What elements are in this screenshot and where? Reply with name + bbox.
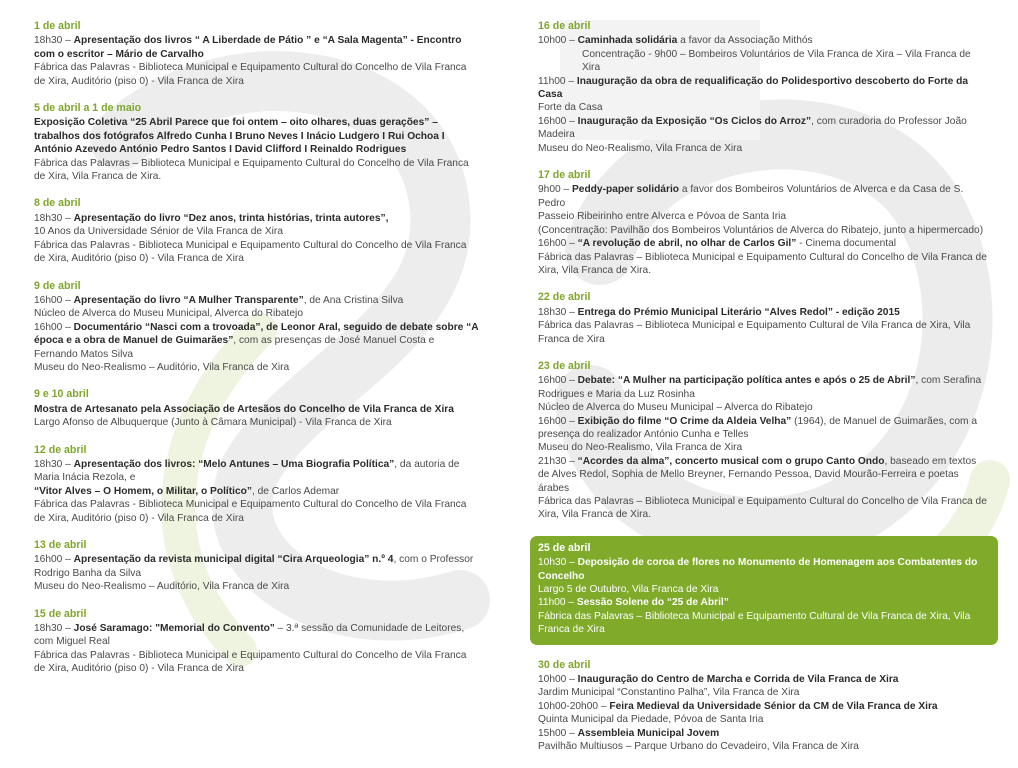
event-detail: , baseado em textos de Alves Redol, Sophia de Mello Breyner, Fernando Pessoa, David Mourão-Ferreira e poetas árabes	[538, 455, 977, 494]
event-line	[538, 251, 990, 278]
left-column	[34, 20, 480, 690]
event-time: 21h30 –	[538, 455, 578, 467]
event-block	[538, 659, 990, 754]
event-line	[34, 321, 480, 361]
event-detail: Fábrica das Palavras – Biblioteca Municipal e Equipamento Cultural do Concelho de Vila Franca de Xira, Vila Franca de Xira.	[538, 251, 987, 276]
event-line	[34, 458, 480, 485]
event-block	[34, 608, 480, 676]
event-line	[538, 101, 990, 114]
event-detail: , com as presenças de José Manuel Costa e Fernando Matos Silva	[34, 335, 435, 360]
event-line	[34, 553, 480, 580]
event-title: Mostra de Artesanato pela Associação de Artesãos do Concelho de Vila Franca de Xira	[34, 403, 454, 415]
event-line	[34, 580, 480, 593]
event-line	[538, 686, 990, 699]
event-detail: , de Carlos Ademar	[251, 485, 340, 497]
event-line	[538, 224, 990, 237]
event-title: Assembleia Municipal Jovem	[577, 727, 720, 739]
event-title: “Acordes da alma”, concerto musical com o grupo Canto Ondo	[577, 455, 885, 467]
event-line	[34, 116, 480, 156]
event-line	[34, 34, 480, 61]
event-detail: (Concentração: Pavilhão dos Bombeiros Voluntários de Alverca do Ribatejo, junto a hipermercado)	[538, 224, 984, 236]
event-detail: Fábrica das Palavras – Biblioteca Municipal e Equipamento Cultural do Concelho de Vila Franca de Xira, Vila Franca de Xira.	[538, 496, 987, 521]
event-date: 16 de abril	[538, 20, 591, 32]
event-title: Sessão Solene do “25 de Abril”	[576, 597, 729, 609]
event-line	[34, 498, 480, 525]
event-block	[538, 169, 990, 277]
event-line	[34, 157, 480, 184]
event-line	[538, 183, 990, 210]
event-time: 18h30 –	[34, 35, 74, 47]
event-block	[538, 291, 990, 346]
event-line	[34, 649, 480, 676]
event-time: 9h00 –	[538, 184, 572, 196]
event-line	[34, 403, 480, 416]
event-line	[538, 142, 990, 155]
event-detail: - Cinema documental	[796, 238, 897, 250]
event-time: 11h00 –	[538, 597, 577, 609]
event-date: 1 de abril	[34, 20, 81, 32]
event-detail: Largo Afonso de Albuquerque (Junto à Câmara Municipal) - Vila Franca de Xira	[34, 417, 392, 429]
event-detail: Jardim Municipal “Constantino Palha”, Vila Franca de Xira	[538, 687, 800, 699]
event-date: 22 de abril	[538, 291, 591, 304]
event-detail: Fábrica das Palavras – Biblioteca Municipal e Equipamento Cultural de Vila Franca de Xira, Vila Franca de Xira	[538, 320, 971, 345]
event-line	[34, 294, 480, 307]
event-detail: Fábrica das Palavras - Biblioteca Municipal e Equipamento Cultural do Concelho de Vila Franca de Xira, Auditório (piso 0) - Vila Franca de Xira	[34, 62, 467, 87]
event-line	[538, 48, 990, 75]
event-line	[538, 583, 990, 596]
event-block	[34, 444, 480, 525]
event-date: 15 de abril	[34, 607, 87, 620]
event-time: 16h00 –	[538, 115, 578, 127]
event-time: 10h00-20h00 –	[538, 700, 610, 712]
highlight-event-block	[530, 536, 998, 645]
event-detail: Forte da Casa	[538, 102, 603, 114]
event-line	[538, 596, 990, 609]
event-title: Apresentação da revista municipal digital “Cira Arqueologia” n.º 4	[73, 554, 394, 566]
event-time: 16h00 –	[538, 238, 578, 250]
event-time: 18h30 –	[538, 306, 578, 318]
event-title: Inauguração do Centro de Marcha e Corrida de Vila Franca de Xira	[577, 674, 899, 686]
event-title: Exibição do filme “O Crime da Aldeia Velha”	[577, 415, 792, 427]
event-detail: 10 Anos da Universidade Sénior de Vila Franca de Xira	[34, 226, 283, 238]
event-detail: Museu do Neo-Realismo, Vila Franca de Xira	[538, 442, 743, 454]
event-block	[34, 102, 480, 183]
event-time: 16h00 –	[538, 415, 578, 427]
event-title: José Saramago: "Memorial do Convento"	[73, 623, 275, 635]
event-line	[538, 34, 990, 47]
event-time: 16h00 –	[34, 294, 74, 306]
event-date: 9 e 10 abril	[34, 388, 89, 401]
event-detail: Fábrica das Palavras - Biblioteca Municipal e Equipamento Cultural do Concelho de Vila Franca de Xira, Auditório (piso 0) - Vila Franca de Xira	[34, 649, 467, 675]
event-block	[34, 280, 480, 375]
event-line	[34, 622, 480, 649]
event-detail: Fábrica das Palavras - Biblioteca Municipal e Equipamento Cultural do Concelho de Vila Franca de Xira, Auditório (piso 0) - Vila Franca de Xira	[34, 239, 467, 265]
event-title: Deposição de coroa de flores no Monumento de Homenagem aos Combatentes do Concelho	[538, 557, 978, 582]
event-line	[34, 239, 480, 266]
event-line	[34, 485, 480, 498]
event-line	[538, 556, 990, 583]
event-detail: , com Serafina Rodrigues e Maria da Luz Rosinha	[538, 375, 982, 400]
event-line	[538, 740, 990, 753]
event-detail: Núcleo de Alverca do Museu Municipal, Alverca do Ribatejo	[34, 308, 303, 320]
event-block	[34, 539, 480, 594]
event-title: “A revolução de abril, no olhar de Carlos Gil”	[577, 238, 797, 250]
event-line	[34, 416, 480, 429]
event-title: Exposição Coletiva “25 Abril Parece que foi ontem – oito olhares, duas gerações” – trabalhos dos fotógrafos Alfredo Cunha I Bruno Neves I Inácio Ludgero I Rui Ochoa I António Azevedo António Pedro Santos I David Clifford I Reinaldo Rodrigues	[34, 117, 445, 156]
right-column	[538, 20, 990, 768]
event-time: 10h00 –	[538, 35, 578, 47]
event-detail: Concentração - 9h00 – Bombeiros Voluntários de Vila Franca de Xira – Vila Franca de Xira	[582, 48, 971, 74]
event-block	[538, 360, 990, 522]
event-line	[538, 610, 990, 637]
event-title: Debate: “A Mulher na participação política antes e após o 25 de Abril”	[577, 375, 916, 387]
event-title: Caminhada solidária	[577, 35, 678, 47]
event-detail: Pavilhão Multiusos – Parque Urbano do Cevadeiro, Vila Franca de Xira	[538, 741, 859, 753]
event-detail: , de Ana Cristina Silva	[303, 294, 404, 306]
event-time: 16h00 –	[538, 375, 578, 387]
event-date: 9 de abril	[34, 279, 81, 292]
event-time: 15h00 –	[538, 727, 578, 739]
event-detail: , da autoria de Maria Inácia Rezola, e	[34, 458, 460, 484]
event-title: Inauguração da obra de requalificação do Polidesportivo descoberto do Forte da Casa	[538, 75, 969, 101]
event-line	[538, 441, 990, 454]
event-date: 30 de abril	[538, 658, 591, 671]
event-date: 25 de abril	[538, 541, 591, 554]
event-line	[538, 115, 990, 142]
event-block	[34, 20, 480, 88]
event-line	[538, 415, 990, 442]
event-detail: Fábrica das Palavras - Biblioteca Municipal e Equipamento Cultural do Concelho de Vila Franca de Xira, Auditório (piso 0) - Vila Franca de Xira	[34, 499, 467, 524]
event-detail: Quinta Municipal da Piedade, Póvoa de Santa Iria	[538, 714, 764, 726]
event-time: 16h00 –	[34, 321, 74, 333]
event-title: Apresentação do livro “A Mulher Transparente”	[73, 294, 304, 306]
event-line	[538, 237, 990, 250]
event-line	[538, 673, 990, 686]
event-line	[538, 455, 990, 495]
event-line	[34, 307, 480, 320]
event-block	[538, 20, 990, 155]
event-line	[34, 61, 480, 88]
event-detail: a favor da Associação Mithós	[677, 35, 813, 47]
event-detail: Fábrica das Palavras – Biblioteca Municipal e Equipamento Cultural de Vila Franca de Xira, Vila Franca de Xira	[538, 610, 971, 636]
event-time: 18h30 –	[34, 623, 74, 635]
event-time: 16h00 –	[34, 554, 74, 566]
event-date: 8 de abril	[34, 197, 81, 210]
event-time: 10h30 –	[538, 557, 578, 569]
event-time: 11h00 –	[538, 75, 577, 87]
event-time: 18h30 –	[34, 458, 74, 470]
event-line	[538, 401, 990, 414]
event-detail: – 3.ª sessão da Comunidade de Leitores, com Miguel Real	[34, 623, 465, 648]
event-line	[538, 210, 990, 223]
event-time: 18h30 –	[34, 212, 74, 224]
event-date: 5 de abril a 1 de maio	[34, 102, 142, 115]
event-title: Documentário “Nasci com a trovoada”, de Leonor Aral, seguido de debate sobre “A época e a obra de Manuel de Guimarães”	[34, 321, 479, 347]
event-line	[538, 319, 990, 346]
event-title: “Vitor Alves – O Homem, o Militar, o Político”	[34, 485, 252, 497]
event-line	[34, 212, 480, 225]
event-detail: , com o Professor Rodrigo Banha da Silva	[34, 554, 474, 579]
event-detail: Passeio Ribeirinho entre Alverca e Póvoa de Santa Iria	[538, 211, 787, 223]
event-detail: Museu do Neo-Realismo, Vila Franca de Xira	[538, 142, 743, 154]
event-title: Entrega do Prémio Municipal Literário “Alves Redol” - edição 2015	[577, 306, 900, 318]
event-title: Inauguração da Exposição “Os Ciclos do Arroz”	[577, 115, 812, 127]
event-detail: (1964), de Manuel de Guimarães, com a presença do realizador António Cunha e Telles	[538, 415, 978, 440]
event-detail: Largo 5 de Outubro, Vila Franca de Xira	[538, 584, 719, 596]
event-title: Apresentação dos livros “ A Liberdade de Pátio ” e “A Sala Magenta” - Encontro com o escritor – Mário de Carvalho	[34, 35, 462, 60]
event-line	[34, 225, 480, 238]
event-detail: Museu do Neo-Realismo – Auditório, Vila Franca de Xira	[34, 361, 290, 373]
event-date: 13 de abril	[34, 539, 87, 551]
event-detail: , com curadoria do Professor João Madeira	[538, 115, 967, 141]
event-title: Feira Medieval da Universidade Sénior da CM de Vila Franca de Xira	[609, 700, 938, 712]
event-line	[538, 374, 990, 401]
event-title: Apresentação do livro “Dez anos, trinta histórias, trinta autores”,	[73, 212, 389, 224]
event-detail: a favor dos Bombeiros Voluntários de Alverca e da Casa de S. Pedro	[538, 184, 964, 209]
event-line	[538, 306, 990, 319]
event-line	[538, 495, 990, 522]
event-detail: Fábrica das Palavras – Biblioteca Municipal e Equipamento Cultural do Concelho de Vila Franca de Xira, Vila Franca de Xira.	[34, 157, 469, 183]
event-line	[538, 727, 990, 740]
event-time: 10h00 –	[538, 674, 578, 686]
event-title: Peddy-paper solidário	[572, 184, 679, 196]
event-date: 12 de abril	[34, 443, 87, 456]
event-title: Apresentação dos livros: “Melo Antunes – Uma Biografia Política”	[73, 458, 395, 470]
event-line	[34, 361, 480, 374]
event-date: 17 de abril	[538, 169, 591, 182]
event-block	[34, 197, 480, 265]
event-detail: Museu do Neo-Realismo – Auditório, Vila Franca de Xira	[34, 581, 290, 593]
event-block	[34, 388, 480, 429]
event-line	[538, 75, 990, 102]
event-detail: Núcleo de Alverca do Museu Municipal – Alverca do Ribatejo	[538, 402, 813, 414]
event-date: 23 de abril	[538, 359, 591, 372]
event-line	[538, 700, 990, 713]
